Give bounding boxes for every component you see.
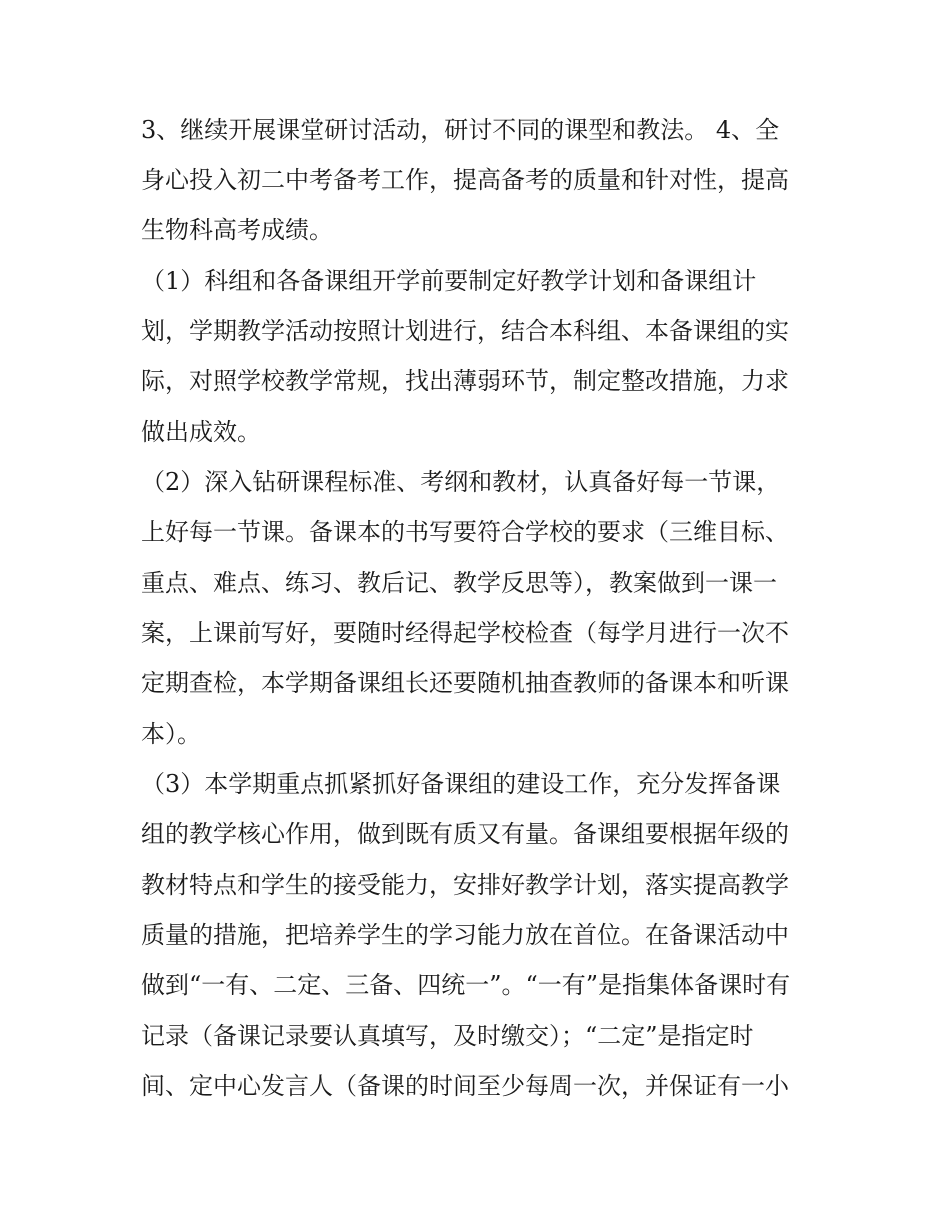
- document-line: （3）本学期重点抓紧抓好备课组的建设工作，充分发挥备课: [141, 770, 781, 798]
- document-line: 间、定中心发言人（备课的时间至少每周一次，并保证有一小: [141, 1072, 789, 1100]
- document-line: 3、继续开展课堂研讨活动，研讨不同的课型和教法。 4、全: [141, 116, 780, 144]
- document-line: 重点、难点、练习、教后记、教学反思等），教案做到一课一: [141, 569, 777, 597]
- document-line: 做出成效。: [141, 418, 261, 446]
- document-line: 上好每一节课。备课本的书写要符合学校的要求（三维目标、: [141, 518, 789, 546]
- document-line: 划，学期教学活动按照计划进行，结合本科组、本备课组的实: [141, 317, 789, 345]
- document-line: 际，对照学校教学常规，找出薄弱环节，制定整改措施，力求: [141, 367, 789, 395]
- document-line: （1）科组和各备课组开学前要制定好教学计划和备课组计: [141, 267, 757, 295]
- document-line: 身心投入初二中考备考工作，提高备考的质量和针对性，提高: [141, 166, 789, 194]
- document-line: 记录（备课记录要认真填写，及时缴交）；“二定”是指定时: [141, 1022, 754, 1050]
- document-line: 定期查检，本学期备课组长还要随机抽查教师的备课本和听课: [141, 669, 789, 697]
- document-line: 本）。: [141, 720, 201, 748]
- document-line: 教材特点和学生的接受能力，安排好教学计划，落实提高教学: [141, 871, 789, 899]
- document-line: 案，上课前写好，要随时经得起学校检查（每学月进行一次不: [141, 619, 789, 647]
- document-line: 生物科高考成绩。: [141, 216, 333, 244]
- document-line: 做到“一有、二定、三备、四统一”。“一有”是指集体备课时有: [141, 971, 791, 999]
- document-line: （2）深入钻研课程标准、考纲和教材，认真备好每一节课，: [141, 468, 781, 496]
- document-line: 质量的措施，把培养学生的学习能力放在首位。在备课活动中: [141, 921, 789, 949]
- document-line: 组的教学核心作用，做到既有质又有量。备课组要根据年级的: [141, 820, 789, 848]
